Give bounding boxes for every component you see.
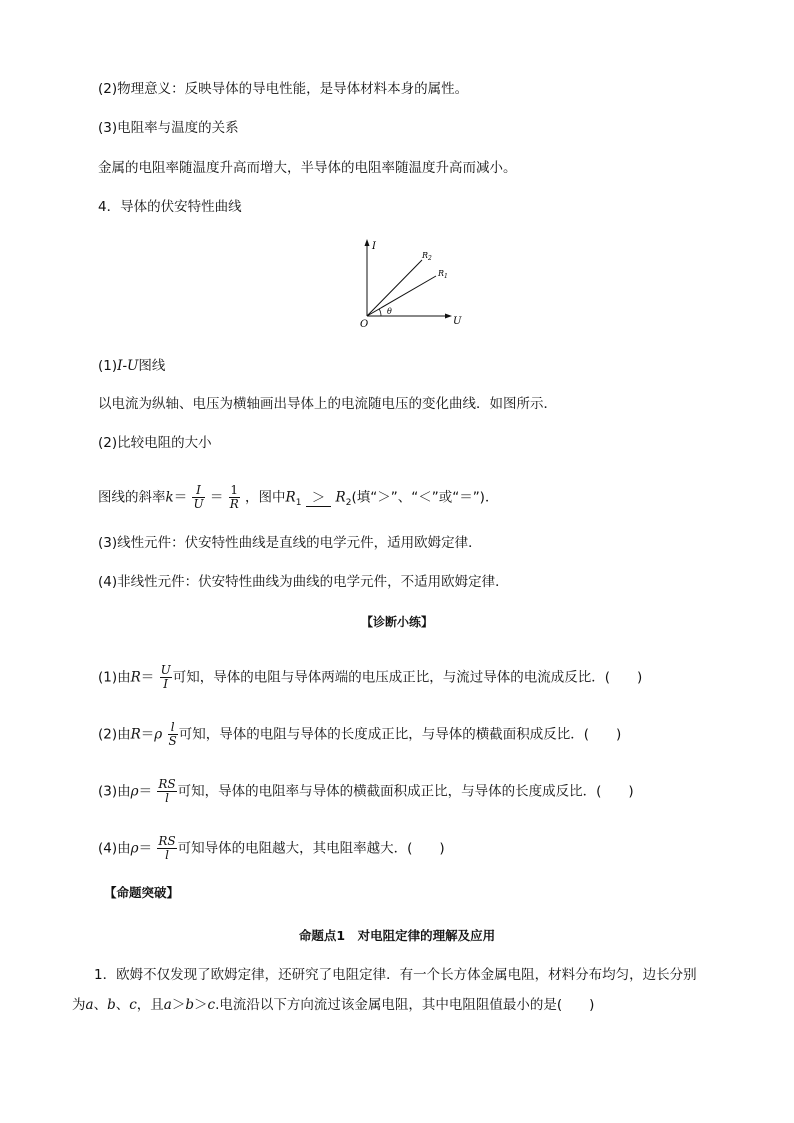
r2-label: $R_2$: [422, 251, 432, 262]
problem-1-line-2: 为a、b、c，且a＞b＞c.电流沿以下方向流过该金属电阻，其中电阻阻值最小的是( ): [72, 997, 595, 1013]
slope-fraction-2: $\frac{1}{R}$: [229, 483, 239, 511]
linear-element-text: (3)线性元件：伏安特性曲线是直线的电学元件，适用欧姆定律．: [98, 535, 482, 551]
diagnosis-title: 【诊断小练】: [360, 615, 433, 629]
temp-relation-text: 金属的电阻率随温度升高而增大，半导体的电阻率随温度升高而减小。: [98, 160, 517, 176]
line-r2: [367, 260, 422, 316]
r1-label: $R_1$: [438, 269, 448, 280]
iu-title: (1)I-U图线: [98, 358, 166, 374]
question-4: (4)由ρ＝ $\frac{RS}{l}$ 可知导体的电阻越大，其电阻率越大．( ): [98, 834, 445, 862]
physical-meaning-text: (2)物理意义：反映导体的导电性能，是导体材料本身的属性。: [98, 81, 469, 97]
breakthrough-title: 【命题突破】: [104, 885, 180, 900]
iu-text: 以电流为纵轴、电压为横轴画出导体上的电流随电压的变化曲线．如图所示．: [98, 396, 557, 412]
x-axis-label: U: [453, 316, 462, 327]
iu-curve-figure: [350, 236, 470, 331]
answer-blank[interactable]: ＞: [306, 490, 332, 507]
topic-title: 命题点1 对电阻定律的理解及应用: [298, 928, 496, 943]
angle-label: θ: [387, 307, 392, 316]
nonlinear-element-text: (4)非线性元件：伏安特性曲线为曲线的电学元件，不适用欧姆定律．: [98, 574, 509, 590]
slope-fraction-1: $\frac{I}{U}$: [193, 483, 204, 511]
temp-relation-title: (3)电阻率与温度的关系: [98, 120, 239, 136]
problem-1-line-1: 1．欧姆不仅发现了欧姆定律，还研究了电阻定律．有一个长方体金属电阻，材料分布均匀，边长分别: [94, 967, 697, 983]
slope-line: 图线的斜率k＝ $\frac{I}{U}$ ＝ $\frac{1}{R}$ ，图中$R_1 > R_2$(填“＞”、“＜”或“＝”)．: [98, 483, 499, 511]
angle-arc: [379, 309, 381, 316]
compare-title: (2)比较电阻的大小: [98, 435, 212, 451]
y-axis-arrow: [365, 239, 370, 246]
section-4-title: 4．导体的伏安特性曲线: [98, 199, 242, 215]
question-3: (3)由ρ＝ $\frac{RS}{l}$ 可知，导体的电阻率与导体的横截面积成正比，与导体的长度成反比．( ): [98, 777, 634, 805]
y-axis-label: I: [372, 241, 376, 252]
x-axis-arrow: [445, 314, 452, 319]
origin-label: O: [360, 319, 369, 330]
line-r1: [367, 276, 436, 316]
question-1: (1)由R＝ $\frac{U}{I}$ 可知，导体的电阻与导体两端的电压成正比，与流过导体的电流成反比．( ): [98, 663, 643, 691]
question-2: (2)由R＝ρ $\frac{l}{S}$ 可知，导体的电阻与导体的长度成正比，与导体的横截面积成反比．( ): [98, 720, 622, 748]
